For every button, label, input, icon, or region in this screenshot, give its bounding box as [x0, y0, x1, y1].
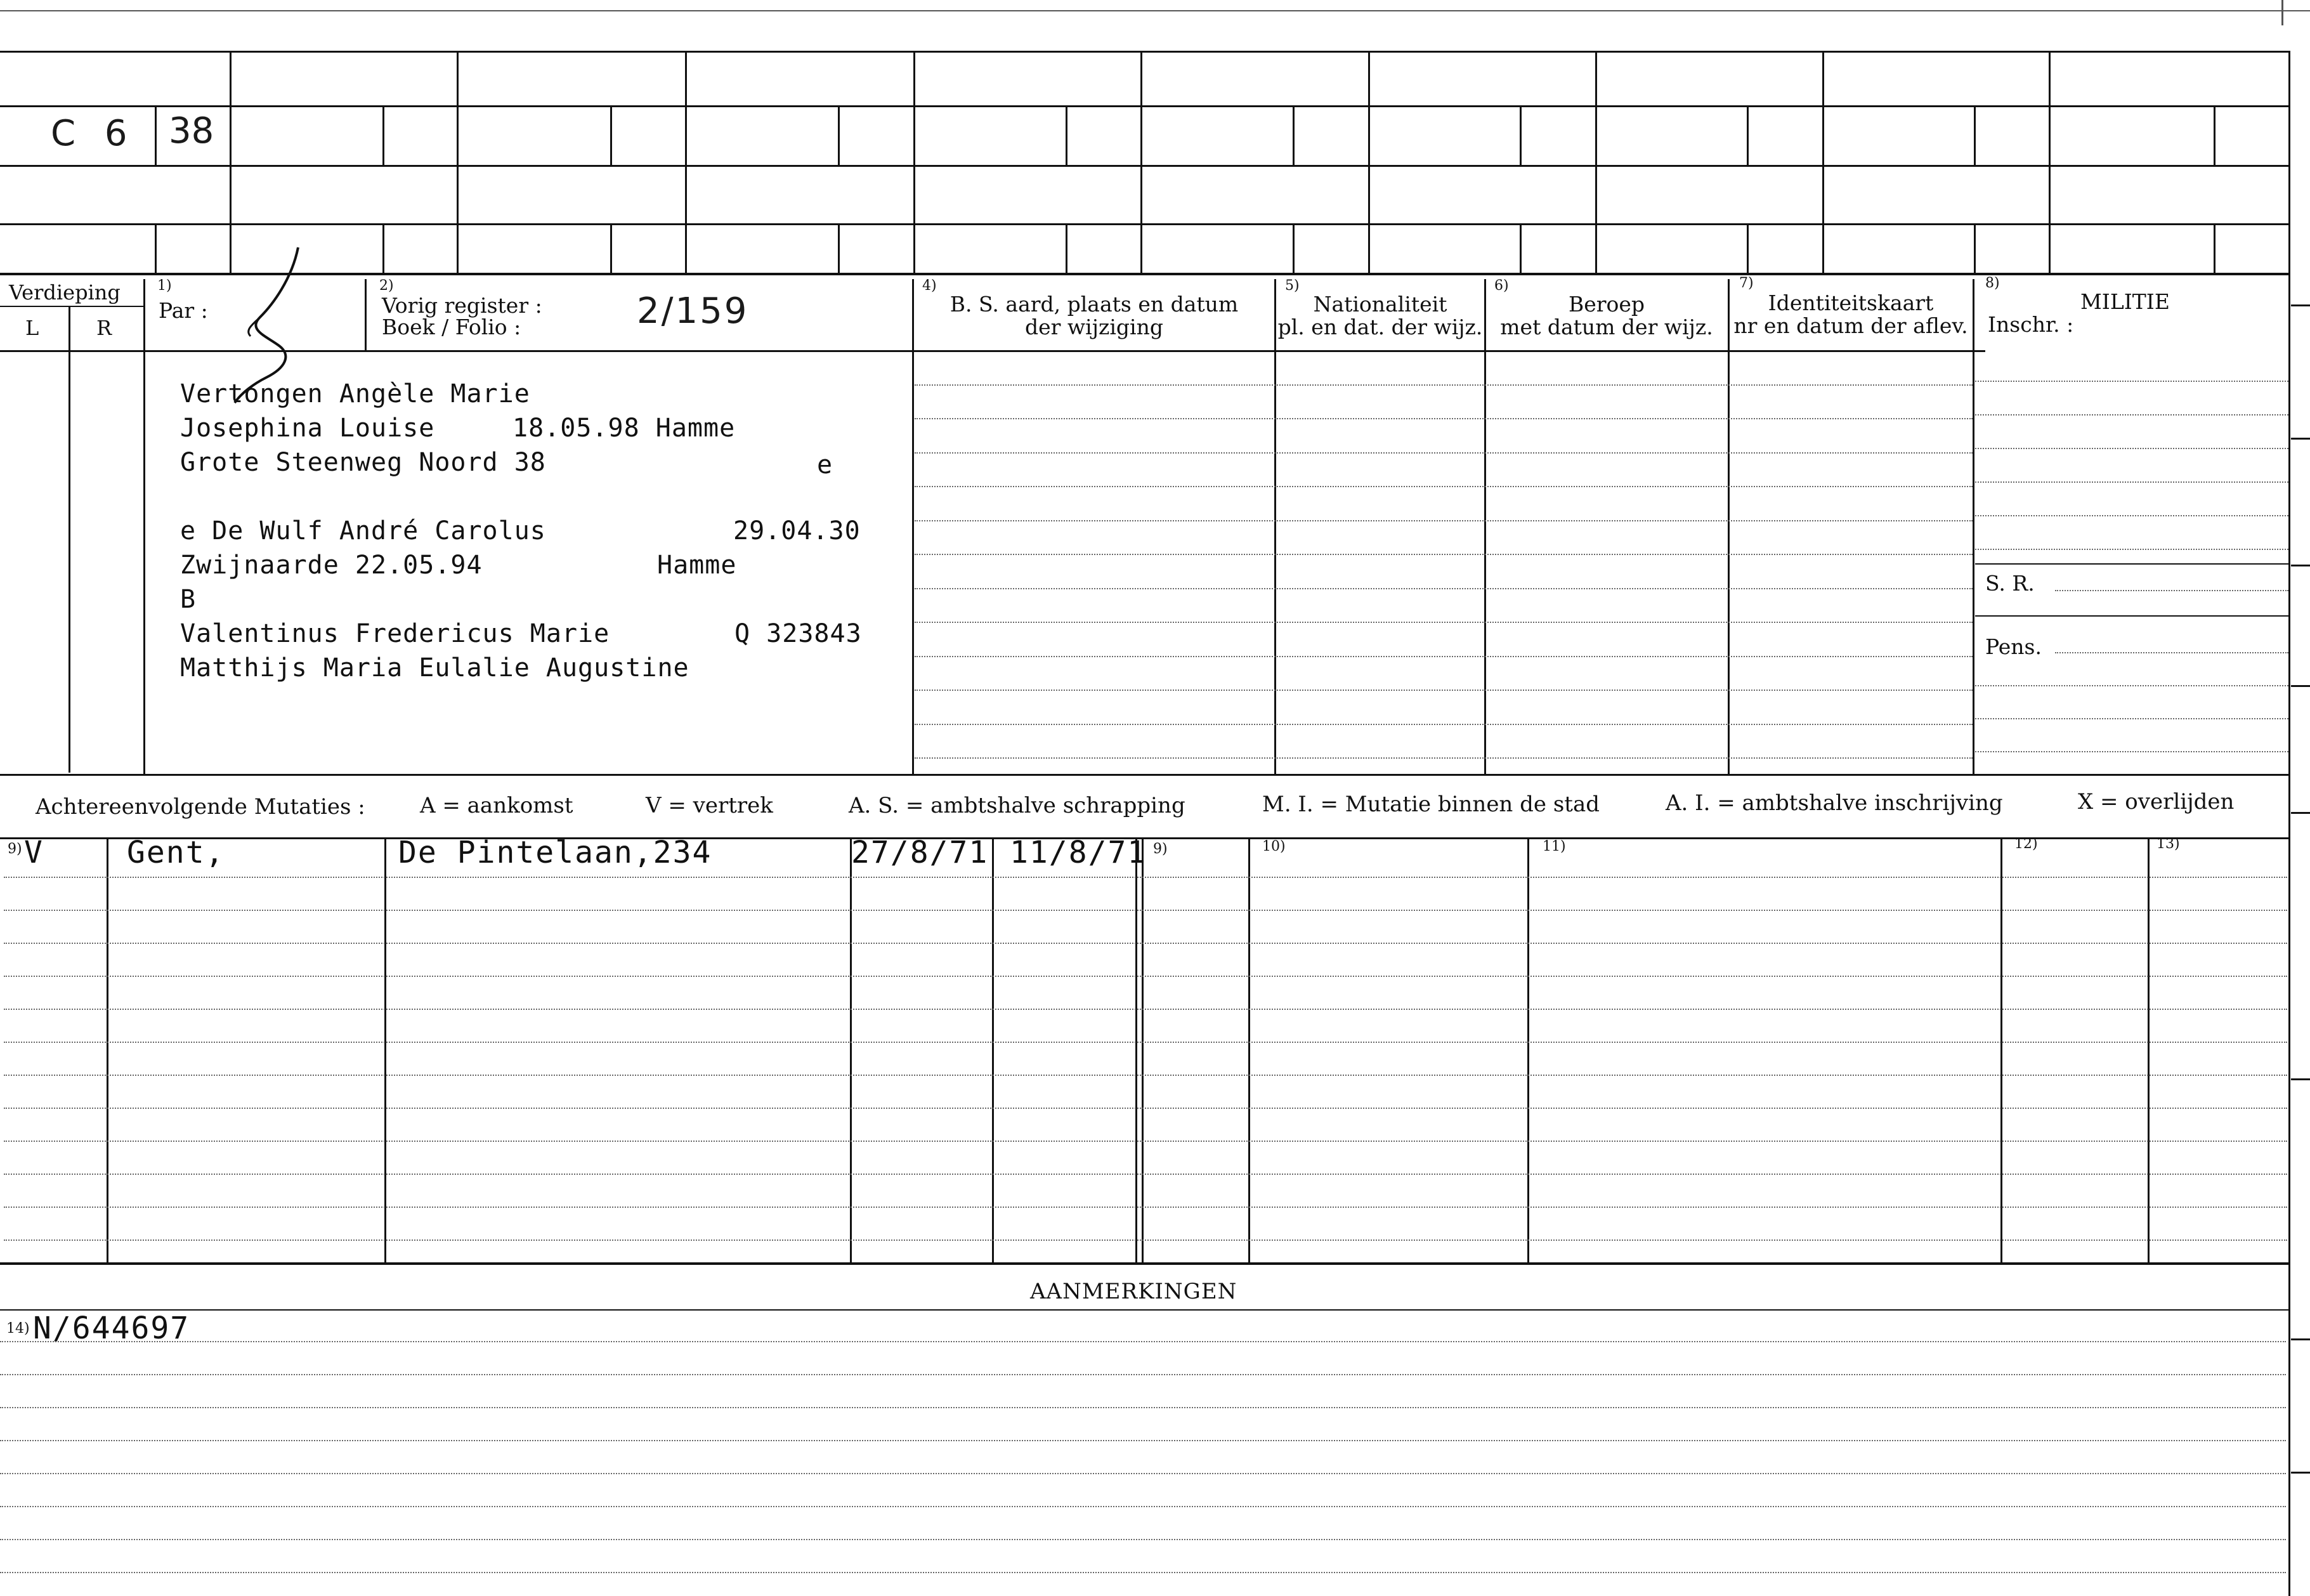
dotted-line: [4, 1108, 2287, 1109]
mutation-place: Gent,: [127, 835, 225, 870]
dotted-line: [4, 877, 2287, 878]
scan-edge-mark: [2281, 0, 2283, 25]
lr-divider: [69, 307, 70, 773]
right-border: [2288, 51, 2290, 1596]
nationaliteit-header-line2: pl. en dat. der wijz.: [1277, 315, 1483, 339]
dotted-line: [4, 1174, 2287, 1175]
identiteitskaart-header-line2: nr en datum der aflev.: [1733, 313, 1968, 338]
vorig-register-label: Vorig register :: [382, 293, 542, 318]
grid-line: [0, 223, 2290, 225]
dotted-line: [4, 1042, 2287, 1043]
section-line: [0, 1309, 2290, 1311]
dotted-line: [915, 656, 1973, 657]
grid-line: [1293, 105, 1295, 165]
dotted-line: [915, 724, 1973, 725]
legend-a: A = aankomst: [420, 793, 573, 818]
grid-line: [0, 273, 2290, 275]
grid-line: [1520, 223, 1522, 274]
column-line: [2148, 837, 2150, 1262]
parent-code: Q 323843: [734, 619, 862, 648]
dotted-line: [4, 1207, 2287, 1208]
dotted-line: [915, 520, 1973, 521]
verdieping-label: Verdieping: [9, 280, 121, 304]
field-number: 2): [379, 278, 394, 294]
verdieping-l: L: [25, 316, 39, 340]
dotted-line: [0, 1407, 2286, 1408]
grid-line: [610, 223, 612, 274]
spouse-date: 29.04.30: [733, 516, 861, 546]
column-line: [365, 279, 367, 350]
section-line: [0, 774, 2290, 776]
grid-line: [1822, 51, 1824, 274]
grid-line: [457, 51, 459, 274]
edge-tick: [2291, 1472, 2310, 1474]
column-line: [850, 837, 852, 1262]
sr-label: S. R.: [1985, 571, 2035, 596]
edge-tick: [2291, 1338, 2310, 1340]
field-number: 13): [2157, 836, 2180, 852]
grid-line: [610, 105, 612, 165]
dotted-line: [1975, 751, 2288, 752]
person-name: Vertongen Angèle Marie: [180, 379, 530, 409]
spouse-name: e De Wulf André Carolus: [180, 516, 546, 546]
dotted-line: [1975, 381, 2288, 382]
bs-header-line1: B. S. aard, plaats en datum: [949, 292, 1239, 317]
dotted-line: [4, 1009, 2287, 1010]
spouse-place: Hamme: [657, 551, 737, 580]
grid-line: [1747, 223, 1749, 274]
verdieping-split-line: [0, 306, 145, 307]
dotted-line: [0, 1506, 2286, 1507]
grid-line: [1974, 223, 1976, 274]
beroep-header-line1: Beroep: [1568, 292, 1645, 317]
mutation-type: V: [24, 835, 44, 870]
dotted-line: [915, 486, 1973, 487]
legend-v: V = vertrek: [646, 793, 773, 818]
mutation-date-1: 27/8/71: [851, 835, 989, 870]
dotted-line: [915, 384, 1973, 386]
column-line: [912, 279, 914, 774]
grid-line: [913, 51, 915, 274]
grid-line: [382, 105, 384, 165]
field-number: 8): [1985, 275, 2000, 291]
dotted-line: [4, 976, 2287, 977]
column-line: [1142, 837, 1144, 1262]
pens-label: Pens.: [1985, 634, 2042, 659]
field-number: 7): [1739, 275, 1754, 291]
grid-line: [1368, 51, 1370, 274]
grid-line: [838, 223, 840, 274]
column-line: [2000, 837, 2002, 1262]
column-line: [1527, 837, 1529, 1262]
mutation-address: De Pintelaan,234: [398, 835, 712, 870]
field-number: 12): [2014, 836, 2038, 852]
edge-tick: [2291, 438, 2310, 440]
grid-line: [1974, 105, 1976, 165]
boek-folio-value: 2/159: [637, 291, 749, 332]
grid-line: [838, 105, 840, 165]
dotted-line: [1975, 414, 2288, 415]
status-code: B: [180, 585, 197, 614]
person-birth: 18.05.98 Hamme: [512, 414, 736, 443]
edge-tick: [2291, 812, 2310, 814]
field-number: 9): [8, 841, 22, 857]
column-line: [1248, 837, 1250, 1262]
column-line: [1973, 279, 1974, 774]
column-line: [1484, 279, 1486, 774]
grid-line: [1140, 51, 1142, 274]
dotted-line: [915, 418, 1973, 419]
grid-line: [155, 105, 157, 165]
field-number: 10): [1262, 839, 1286, 854]
grid-line: [1520, 105, 1522, 165]
column-line: [1728, 279, 1730, 774]
column-line: [107, 837, 108, 1262]
scan-edge-line: [0, 10, 2310, 11]
grid-line: [685, 51, 687, 274]
dotted-line: [915, 554, 1973, 555]
dotted-line: [1975, 685, 2288, 686]
dotted-line: [0, 1572, 2286, 1573]
dotted-line: [1975, 515, 2288, 516]
legend-mi: M. I. = Mutatie binnen de stad: [1262, 792, 1600, 817]
grid-code: C 6: [51, 113, 136, 154]
grid-line: [155, 223, 157, 274]
field-number: 6): [1494, 278, 1509, 294]
bs-header-line2: der wijziging: [1025, 315, 1163, 339]
field-number: 5): [1285, 278, 1300, 294]
dotted-line: [915, 690, 1973, 691]
dotted-line: [1975, 481, 2288, 483]
grid-line: [382, 223, 384, 274]
edge-tick: [2291, 304, 2310, 306]
verdieping-r: R: [96, 316, 112, 340]
dotted-line: [0, 1473, 2286, 1474]
dotted-line: [0, 1440, 2286, 1441]
column-line: [1274, 279, 1276, 774]
dotted-line: [4, 1141, 2287, 1142]
legend-ai: A. I. = ambtshalve inschrijving: [1666, 790, 2003, 816]
column-line: [992, 837, 994, 1262]
field-number: 1): [157, 278, 172, 294]
grid-line: [2214, 105, 2215, 165]
inschr-label: Inschr. :: [1988, 312, 2074, 337]
militie-divider: [1975, 563, 2288, 565]
field-number: 9): [1153, 841, 1168, 857]
grid-line: [2049, 51, 2051, 274]
person-address: Grote Steenweg Noord 38: [180, 448, 546, 477]
parent-1: Valentinus Fredericus Marie: [180, 619, 610, 648]
nationaliteit-header-line1: Nationaliteit: [1313, 292, 1447, 317]
grid-line: [2214, 223, 2215, 274]
dotted-line: [915, 588, 1973, 589]
grid-line: [1595, 51, 1597, 274]
dotted-line: [0, 1341, 2286, 1342]
column-line: [143, 279, 145, 774]
remarks-title: AANMERKINGEN: [1030, 1279, 1237, 1304]
dotted-line: [915, 622, 1973, 623]
dotted-line: [2055, 652, 2288, 653]
grid-line: [1066, 105, 1067, 165]
legend-as: A. S. = ambtshalve schrapping: [849, 793, 1185, 818]
identiteitskaart-header-line1: Identiteitskaart: [1768, 291, 1934, 315]
par-label: Par :: [159, 298, 208, 323]
person-firstnames: Josephina Louise: [180, 414, 435, 443]
dotted-line: [4, 1075, 2287, 1076]
field-number: 4): [922, 278, 937, 294]
dotted-line: [0, 1539, 2286, 1540]
grid-line: [1747, 105, 1749, 165]
boek-folio-label: Boek / Folio :: [382, 315, 521, 339]
dotted-line: [0, 1374, 2286, 1375]
grid-number: 38: [169, 110, 214, 152]
dotted-line: [915, 757, 1973, 759]
dotted-line: [1975, 718, 2288, 719]
grid-line: [0, 165, 2290, 167]
dotted-line: [1975, 448, 2288, 449]
legend-x: X = overlijden: [2078, 789, 2235, 814]
dotted-line: [915, 452, 1973, 454]
field-number: 14): [6, 1321, 30, 1337]
edge-tick: [2291, 1078, 2310, 1080]
dotted-line: [1975, 549, 2288, 550]
spouse-birth: Zwijnaarde 22.05.94: [180, 551, 483, 580]
beroep-header-line2: met datum der wijz.: [1500, 315, 1713, 339]
dotted-line: [4, 910, 2287, 911]
person-address-mark: e: [817, 450, 833, 480]
remarks-number: N/644697: [33, 1311, 190, 1346]
edge-tick: [2291, 565, 2310, 566]
militie-label: MILITIE: [2080, 289, 2170, 314]
legend-title: Achtereenvolgende Mutaties :: [36, 794, 365, 820]
parent-2: Matthijs Maria Eulalie Augustine: [180, 653, 689, 683]
militie-divider: [1975, 615, 2288, 617]
edge-tick: [2291, 685, 2310, 687]
dotted-line: [4, 1240, 2287, 1241]
column-line: [1135, 837, 1137, 1262]
section-line: [0, 1262, 2290, 1265]
dotted-line: [4, 943, 2287, 944]
field-number: 11): [1543, 839, 1566, 854]
grid-line: [1293, 223, 1295, 274]
grid-line: [0, 51, 2290, 53]
grid-line: [0, 105, 2290, 107]
dotted-line: [2055, 590, 2288, 591]
mutation-date-2: 11/8/71: [1010, 835, 1147, 870]
grid-line: [1066, 223, 1067, 274]
column-line: [384, 837, 386, 1262]
